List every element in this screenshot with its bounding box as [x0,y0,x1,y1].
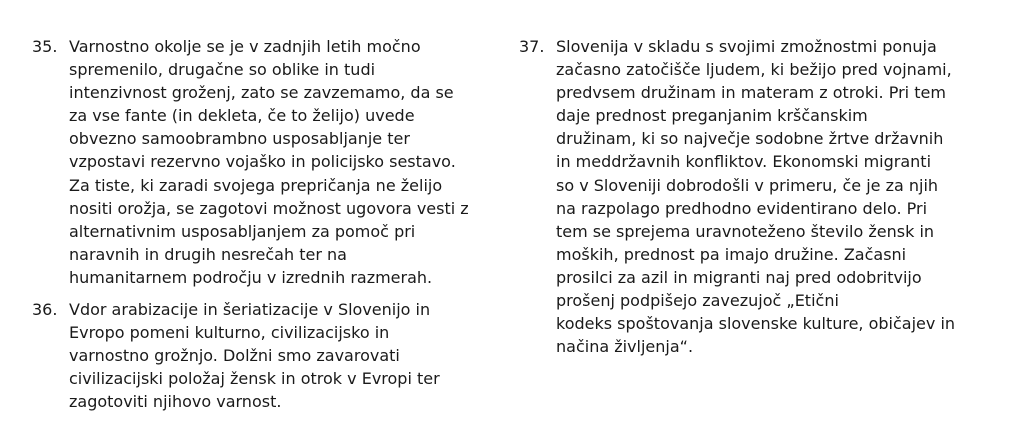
text-line: spremenilo, drugačne so oblike in tudi [69,60,376,80]
text-line: varnostno grožnjo. Dolžni smo zavarovati [69,346,400,366]
item-number: 36. [32,300,58,320]
text-line: začasno zatočišče ljudem, ki bežijo pred vojnami, [556,60,952,80]
text-line: predvsem družinam in materam z otroki. Pri tem [556,83,946,103]
text-line: humanitarnem področju v izrednih razmerah. [69,267,433,287]
list-item-36 [32,298,502,413]
text-line: in meddržavnih konfliktov. Ekonomski migranti [556,152,932,172]
text-line: Slovenija v skladu s svojimi zmožnostmi ponuja [556,37,937,56]
text-line: zagotoviti njihovo varnost. [69,392,282,412]
text-line: družinam, ki so največje sodobne žrtve državnih [556,129,944,149]
text-line: alternativnim usposabljanjem za pomoč pri [69,221,416,241]
right-column [519,35,989,358]
text-line: prosilci za azil in migranti naj pred odobritvijo [556,267,922,287]
item-number: 37. [519,37,545,56]
text-line: prošenj podpišejo zavezujoč „Etični [556,291,839,311]
text-line: nositi orožja, se zagotovi možnost ugovora vesti z [69,198,469,218]
text-line: obvezno samoobrambno usposabljanje ter [69,129,410,149]
text-line: za vse fante (in dekleta, če to želijo) uvede [69,106,415,126]
text-line: tem se sprejema uravnoteženo število žensk in [556,221,935,241]
text-line: Za tiste, ki zaradi svojega prepričanja ne želijo [69,175,443,195]
list-item-37 [519,35,989,358]
list-item-35 [32,35,502,289]
left-column [32,35,502,414]
item-text [556,35,989,358]
text-line: moških, prednost pa imajo družine. Začasni [556,244,907,264]
text-line: na razpolago predhodno evidentirano delo. Pri [556,198,928,218]
text-line: vzpostavi rezervno vojaško in policijsko sestavo. [69,152,456,172]
item-number: 35. [32,37,58,56]
text-line: Evropo pomeni kulturno, civilizacijsko in [69,323,390,343]
text-line: daje prednost preganjanim krščanskim [556,106,868,126]
text-line: Vdor arabizacije in šeriatizacije v Slovenijo in [69,300,431,320]
text-line: intenzivnost groženj, zato se zavzemamo, da se [69,83,454,103]
text-line: Varnostno okolje se je v zadnjih letih močno [69,37,421,56]
text-line: civilizacijski položaj žensk in otrok v Evropi ter [69,369,440,389]
text-line: so v Sloveniji dobrodošli v primeru, če je za njih [556,175,939,195]
text-line: načina življenja“. [556,337,694,357]
text-line: naravnih in drugih nesrečah ter na [69,244,347,264]
text-line: kodeks spoštovanja slovenske kulture, običajev in [556,314,956,334]
item-text [69,298,502,413]
item-text [69,35,502,289]
